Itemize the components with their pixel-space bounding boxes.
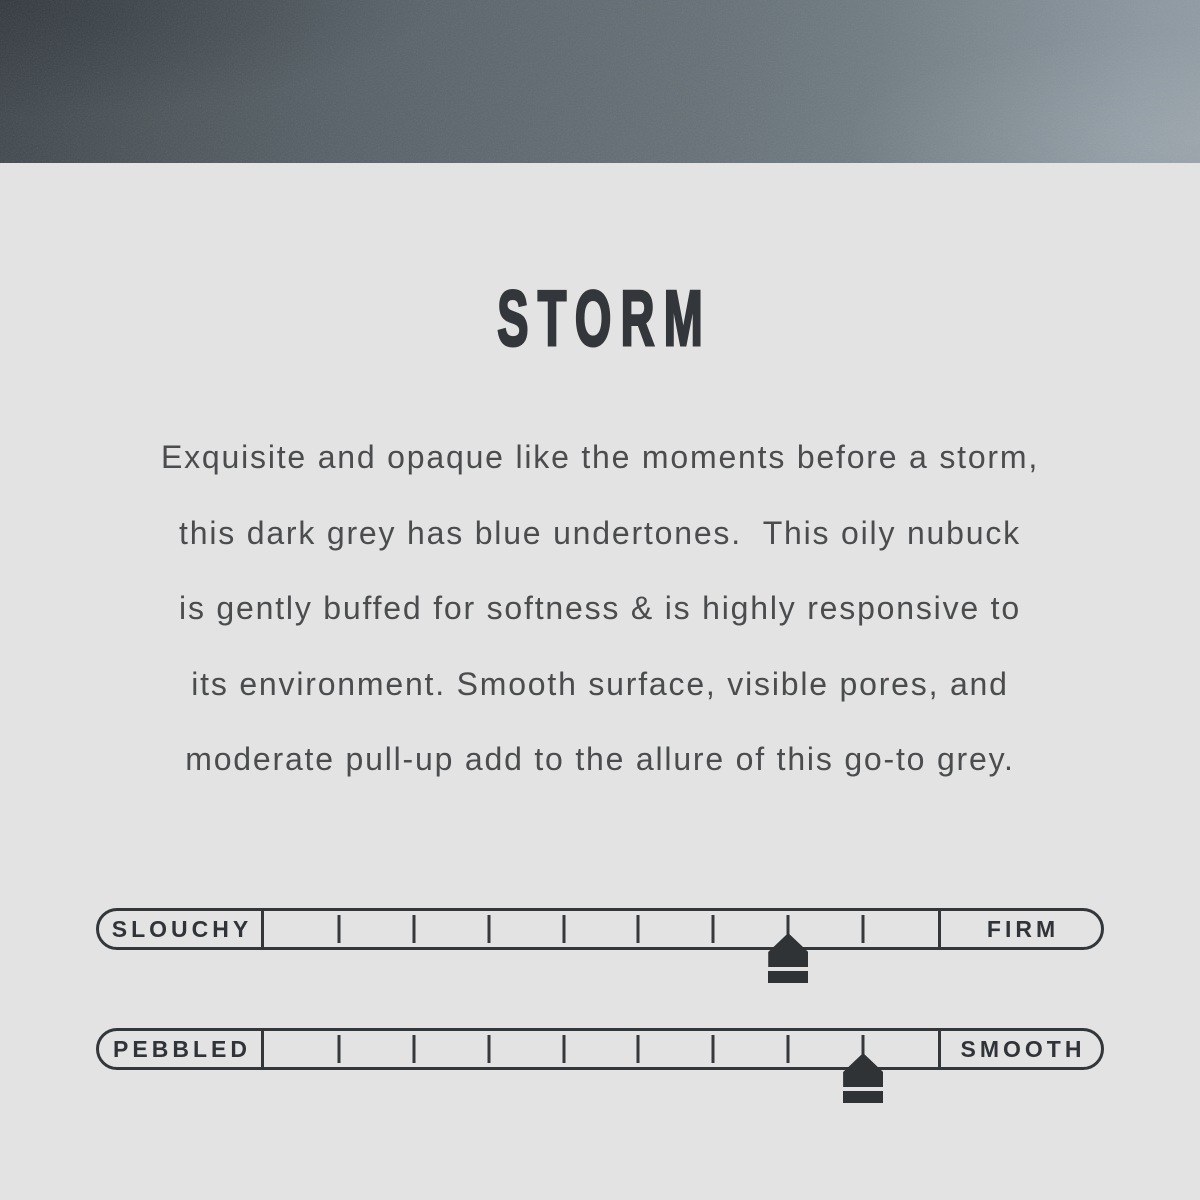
tick-mark: [862, 915, 865, 943]
tick-mark: [337, 1035, 340, 1063]
tick-mark: [712, 915, 715, 943]
description-line: its environment. Smooth surface, visible pores, and: [191, 665, 1009, 702]
slider-left-label: SLOUCHY: [111, 915, 253, 942]
tick-mark: [487, 915, 490, 943]
description-line: Exquisite and opaque like the moments before a storm,: [160, 439, 1040, 475]
description-line: this dark grey has blue undertones. This oily nubuck: [179, 514, 1021, 551]
color-description: [0, 420, 1200, 798]
tick-mark: [637, 1035, 640, 1063]
page-title: STORM: [497, 274, 713, 362]
tick-mark: [637, 915, 640, 943]
tick-mark: [562, 915, 565, 943]
tick-mark: [337, 915, 340, 943]
slider-track-middle: [261, 1031, 941, 1067]
marker-pointer-icon: [768, 933, 808, 967]
description-line: moderate pull-up add to the allure of this go-to grey.: [185, 741, 1015, 777]
slider-track-middle: [261, 911, 941, 947]
texture-scale-pebbled-smooth: [96, 1028, 1104, 1070]
slider-marker: [843, 1053, 883, 1103]
tick-mark: [412, 1035, 415, 1063]
slider-left-label: PEBBLED: [113, 1035, 251, 1062]
description-line: is gently buffed for softness & is highly responsive to: [179, 590, 1021, 626]
tick-mark: [412, 915, 415, 943]
marker-pointer-icon: [843, 1053, 883, 1087]
tick-mark: [487, 1035, 490, 1063]
marker-base-icon: [843, 1091, 883, 1103]
marker-base-icon: [768, 971, 808, 983]
slider-right-label: FIRM: [986, 915, 1060, 942]
tick-mark: [787, 1035, 790, 1063]
slider-marker: [768, 933, 808, 983]
leather-swatch-image: [0, 0, 1200, 163]
tick-mark: [562, 1035, 565, 1063]
structure-scale-slouchy-firm: [96, 908, 1104, 950]
slider-right-label: SMOOTH: [960, 1035, 1086, 1062]
leather-grain-texture: [0, 0, 1200, 163]
tick-mark: [712, 1035, 715, 1063]
